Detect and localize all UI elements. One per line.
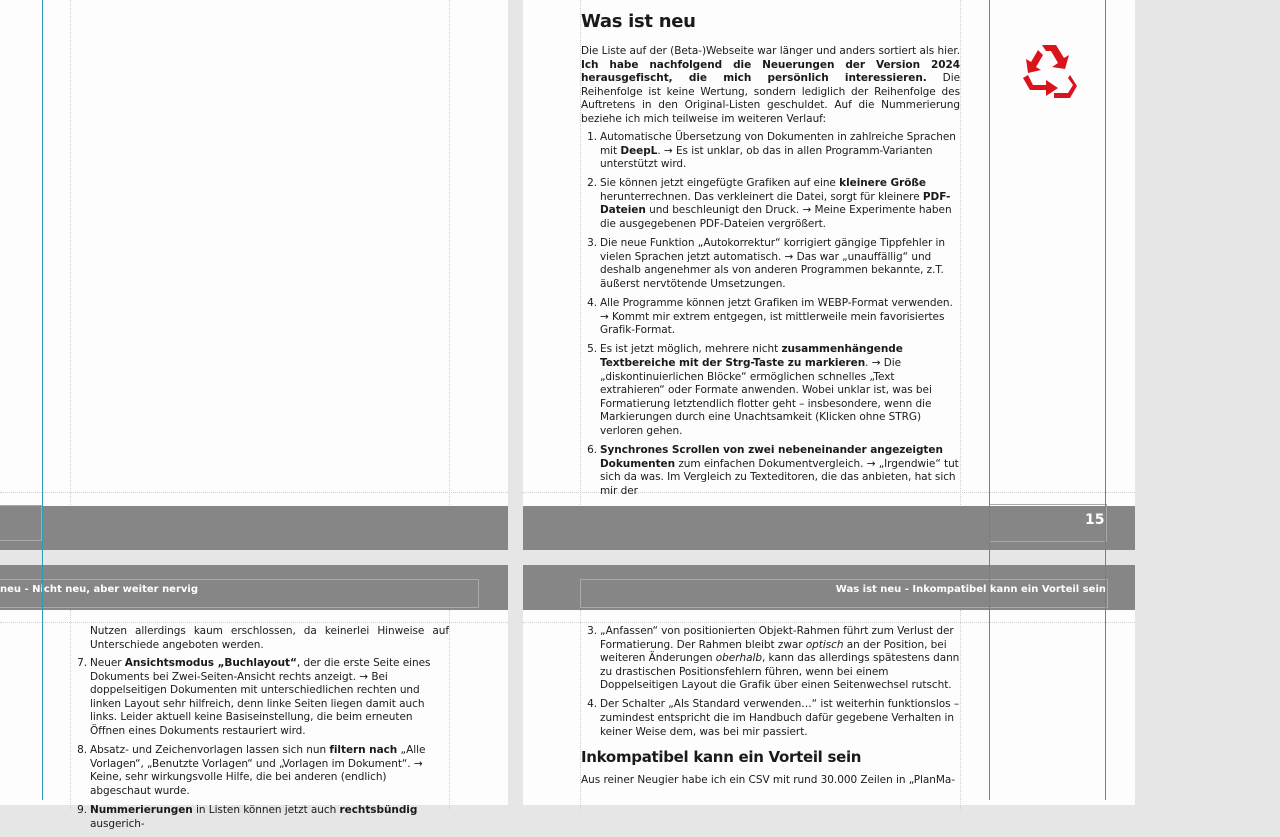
list-item	[587, 297, 960, 338]
text-run: zum einfachen Dokumentvergleich. → „Irgendwie“ tut sich da was. Im Vergleich zu Texteditoren, die das anbieten, hat sich mir der	[600, 457, 959, 497]
text-column	[581, 625, 960, 788]
list-item	[587, 443, 960, 498]
bold-text: Ich habe nachfolgend die Neuerungen der Version 2024 herausgefischt, die mich persönlich interessieren.	[581, 58, 960, 84]
text-run: „Alle Vorlagen“, „Benutzte Vorlagen“ und „Vorlagen im Dokument“. → Keine, sehr wirkungsvolle Hilfe, die bei anderen (endlich) abgeschaut wurde.	[90, 744, 426, 797]
italic-text: oberhalb	[715, 652, 762, 665]
text-run: Sie können jetzt eingefügte Grafiken auf eine	[600, 177, 840, 190]
list-number: 1.	[587, 131, 597, 143]
continuation-paragraph: Nutzen allerdings kaum erschlossen, da keinerlei Hinweise auf Unterschiede angeboten werden.	[90, 625, 449, 651]
body-paragraph: Aus reiner Neugier habe ich ein CSV mit rund 30.000 Zeilen in „PlanMa-	[581, 774, 956, 787]
column-guide	[1105, 0, 1106, 800]
margin-guide	[0, 492, 508, 493]
list-item	[77, 744, 449, 798]
italic-text: optisch	[805, 638, 844, 651]
list-item	[77, 657, 449, 739]
issue-list	[581, 625, 960, 739]
list-item	[77, 803, 449, 831]
recycle-icon	[1018, 42, 1080, 102]
margin-guide	[449, 0, 450, 505]
text-run: Es ist jetzt möglich, mehrere nicht	[600, 343, 782, 356]
text-run: Die Liste auf der (Beta-)Webseite war länger und anders sortiert als hier.	[581, 45, 960, 57]
section-heading: Inkompatibel kann ein Vorteil sein	[581, 748, 862, 767]
page-number: 15	[1085, 512, 1105, 528]
page-top-right	[523, 0, 1135, 550]
text-run: Die Reihenfolge ist keine Wertung, sondern lediglich der Reihenfolge des Auftretens in den Original-Listen geschuldet. Auf die Nummerierung beziehe ich mich teilweise im weiteren Verlauf:	[581, 72, 960, 125]
running-header: Was ist neu - Inkompatibel kann ein Vorteil sein	[835, 584, 1106, 595]
list-item	[587, 698, 960, 739]
page-bottom-left	[0, 565, 508, 830]
footer-band	[0, 506, 508, 550]
list-number: 2.	[587, 177, 597, 190]
bold-text: kleinere Größe	[839, 177, 926, 190]
text-run: ausgerich-	[90, 817, 145, 830]
list-item	[587, 131, 960, 172]
text-run: in Listen können jetzt auch	[192, 803, 340, 816]
list-number: 3.	[587, 237, 597, 250]
text-run: , der die erste Seite eines Dokuments bei Zwei-Seiten-Ansicht rechts anzeigt. → Bei doppelseitigen Dokumenten mit unterschiedlichen rechten und linken Layout sehr hilfreich, denn linke Seiten liegen damit auch links. Leider aktuell keine Basiseinstellung, die beim erneuten Öffnen eines Dokuments restauriert wird.	[90, 657, 431, 737]
list-item	[587, 625, 960, 693]
list-number: 4.	[587, 698, 597, 711]
margin-guide	[70, 0, 71, 505]
text-run: Neuer	[90, 657, 125, 669]
bold-text: zusammenhängende Textbereiche mit der Strg-Taste zu markieren	[600, 343, 903, 369]
list-item	[587, 177, 960, 231]
bold-text: DeepL	[620, 144, 658, 157]
text-run: . → Es ist unklar, ob das in allen Programm-Varianten unterstützt wird.	[600, 144, 933, 171]
intro-paragraph	[581, 45, 960, 126]
page-top-left	[0, 0, 508, 550]
margin-guide	[449, 610, 450, 810]
text-column	[71, 625, 449, 837]
feature-list	[581, 131, 960, 498]
column-guide	[989, 0, 990, 800]
list-number: 4.	[587, 297, 597, 310]
text-run: herunterrechnen. Das verkleinert die Datei, sorgt für kleinere	[600, 190, 923, 203]
text-run: Absatz- und Zeichenvorlagen lassen sich nun	[90, 744, 330, 757]
list-number: 9.	[77, 803, 87, 816]
bold-text: Ansichtsmodus „Buchlayout“	[124, 657, 297, 669]
bold-text: Synchrones Scrollen von zwei nebeneinander angezeigten Dokumenten	[600, 443, 943, 470]
feature-list	[71, 657, 449, 831]
section-heading: Was ist neu	[581, 11, 696, 32]
text-run: Alle Programme können jetzt Grafiken im WEBP-Format verwenden. → Kommt mir extrem entgegen, ist mittlerweile mein favorisiertes Grafik-Format.	[600, 297, 953, 337]
text-column	[581, 45, 960, 504]
bold-text: Nummerierungen	[90, 803, 193, 816]
page-bottom-right	[523, 565, 1135, 805]
list-item	[587, 237, 960, 291]
bold-text: filtern nach	[329, 744, 398, 757]
text-run: . → Die „diskontinuierlichen Blöcke“ ermöglichen schnelles „Text extrahieren“ oder Formate anwenden. Wobei unklar ist, was bei Formatierung letztendlich flotter geht – insbesondere, wenn die Markierungen durch eine Unachtsamkeit (Klicken ohne STRG) verloren gehen.	[600, 356, 932, 437]
running-header: neu - Nicht neu, aber weiter nervig	[0, 584, 199, 595]
bold-text: rechtsbündig	[339, 803, 418, 816]
text-run: , kann das allerdings spätestens dann zu drastischen Positionsfehlern führen, wenn bei einem Doppelseitigen Layout die Grafik über einen Seitenwechsel rutscht.	[600, 652, 960, 692]
text-run: und beschleunigt den Druck. → Meine Experimente haben die ausgegebenen PDF-Dateien vergrößert.	[600, 204, 952, 231]
list-item	[587, 343, 960, 438]
footer-frame	[0, 505, 42, 541]
list-number: 8.	[77, 744, 87, 757]
text-run: Automatische Übersetzung von Dokumenten in zahlreiche Sprachen mit	[600, 131, 956, 157]
margin-guide	[960, 610, 961, 810]
margin-guide	[0, 622, 508, 623]
text-run: „Anfassen“ von positionierten Objekt-Rahmen führt zum Verlust der Formatierung. Der Rahmen bleibt zwar	[600, 625, 954, 651]
text-run: Die neue Funktion „Autokorrektur“ korrigiert gängige Tippfehler in vielen Sprachen jetzt automatisch. → Das war „unauffällig“ und deshalb angenehmer als von anderen Programmen bekannte, z.T. äußerst nervtötende Umsetzungen.	[600, 237, 946, 290]
list-number: 6.	[587, 443, 597, 456]
column-guide	[42, 0, 43, 800]
margin-guide	[523, 622, 1135, 623]
text-run: Der Schalter „Als Standard verwenden…“ ist weiterhin funktionslos – zumindest entspricht die im Handbuch dafür gegebene Verhalten in keiner Weise dem, was bei mir passiert.	[600, 698, 960, 738]
list-number: 3.	[587, 625, 597, 637]
list-number: 5.	[587, 343, 597, 356]
bold-text: PDF-Dateien	[600, 190, 951, 217]
margin-guide	[960, 0, 961, 505]
list-number: 7.	[77, 657, 87, 669]
text-run: an der Position, bei weiteren Änderungen	[600, 638, 947, 665]
